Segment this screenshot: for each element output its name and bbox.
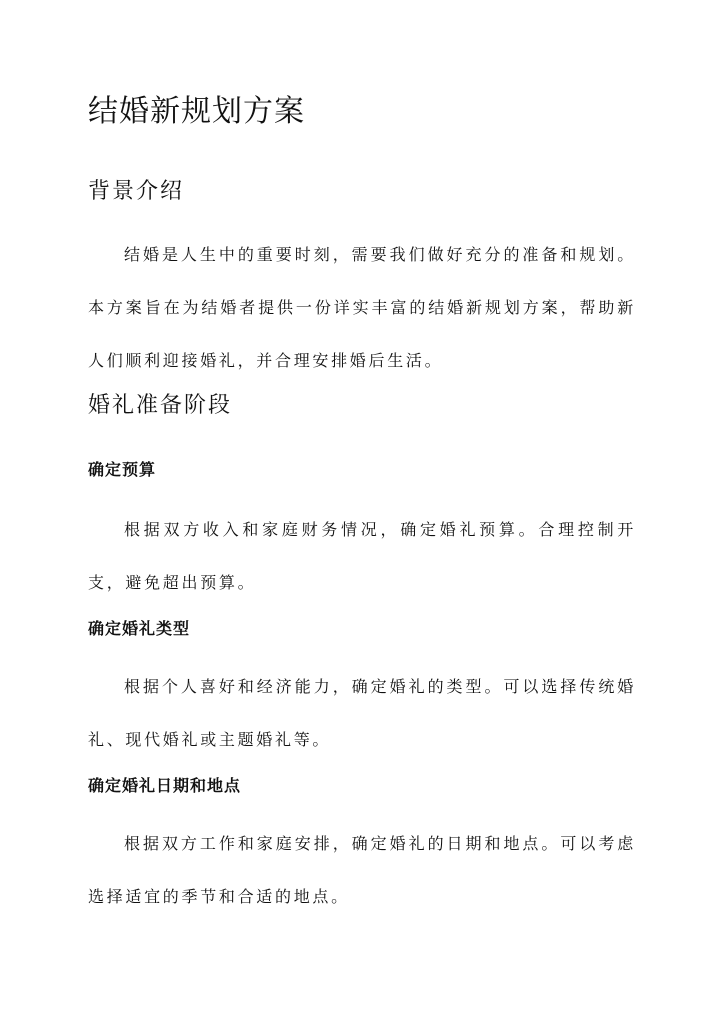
document-title: 结婚新规划方案	[88, 94, 305, 129]
paragraph-wedding-type: 根据个人喜好和经济能力，确定婚礼的类型。可以选择传统婚礼、现代婚礼或主题婚礼等。	[88, 677, 636, 749]
subheading-wedding-type: 确定婚礼类型	[88, 619, 191, 638]
paragraph-background: 结婚是人生中的重要时刻，需要我们做好充分的准备和规划。本方案旨在为结婚者提供一份详实丰富的结婚新规划方案，帮助新人们顺利迎接婚礼，并合理安排婚后生活。	[88, 245, 636, 370]
section-heading-wedding-prep: 婚礼准备阶段	[88, 393, 233, 418]
paragraph-date-location: 根据双方工作和家庭安排，确定婚礼的日期和地点。可以考虑选择适宜的季节和合适的地点。	[88, 834, 636, 906]
subheading-date-location: 确定婚礼日期和地点	[88, 776, 242, 795]
subheading-budget: 确定预算	[88, 460, 157, 479]
section-heading-background: 背景介绍	[88, 179, 185, 204]
paragraph-budget: 根据双方收入和家庭财务情况，确定婚礼预算。合理控制开支，避免超出预算。	[88, 520, 636, 592]
